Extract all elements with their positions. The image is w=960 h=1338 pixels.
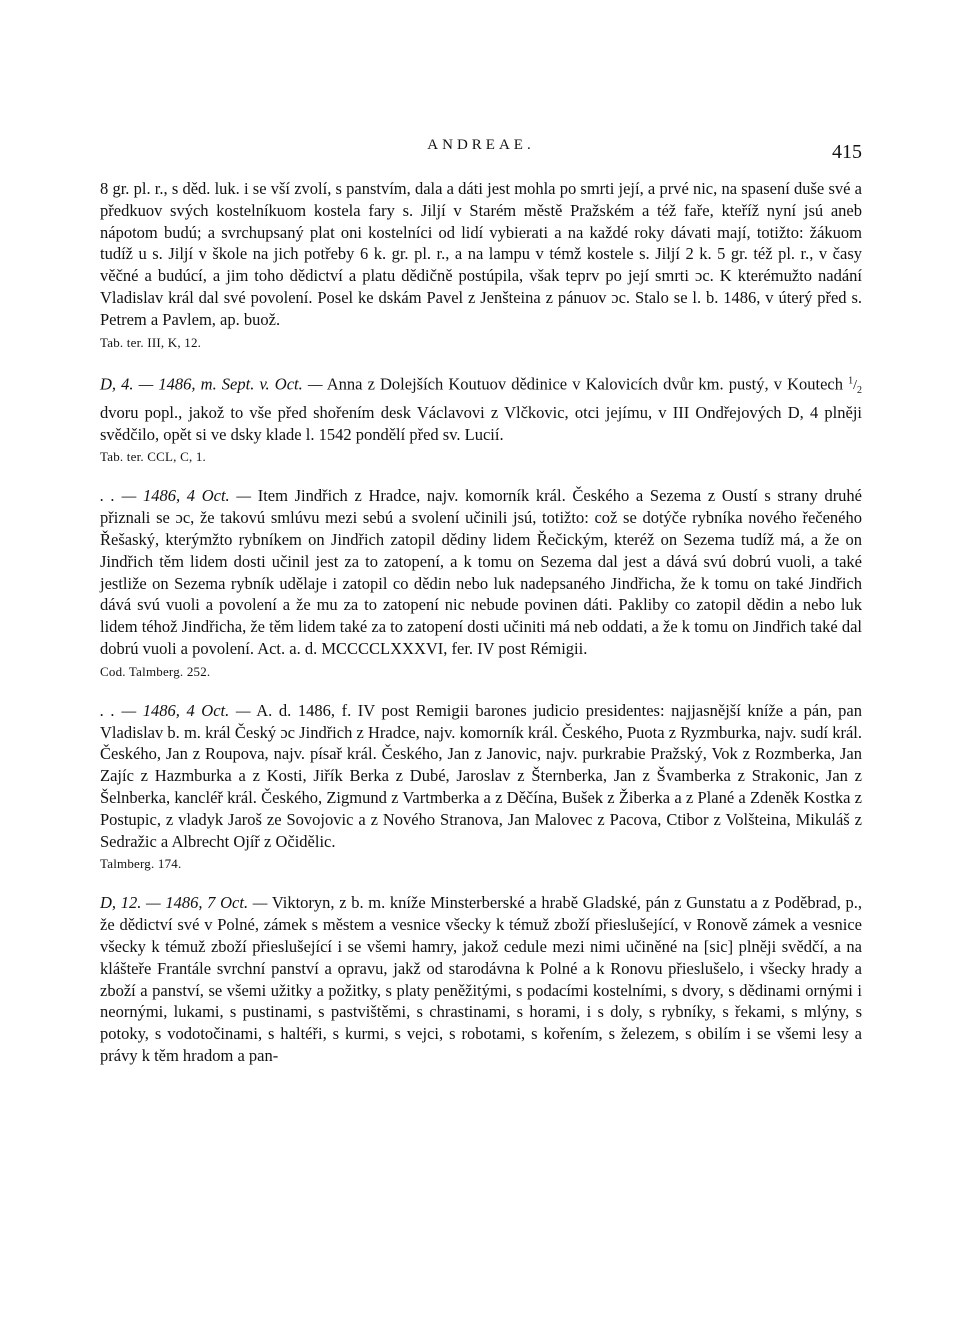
entry-text: A. d. 1486, f. IV post Remigii barones judicio presidentes: najjasnější kníže a pán, pan Vladislav b. m. král Český ɔc Jindřich z Hradce, najv. komorník král. Českého, Puota z Ryzmburka, najv. sudí král. Českého, Jan z Roupova, najv. písař král. Českého, Jan z Janovic, najv. purkrabie Pražský, Vok z Rozmberka, Jan Zajíc z Hazmburka a z Kosti, Jiřík Berka z Dubé, Jaroslav z Šternberka, Jan z Švamberka z Strakonic, Jan z Šelnberka, kancléř král. Českého, Zigmund z Vartmberka a z Děčína, Bušek z Žiberka a z Plané a Zdeněk Kostka z Postupic, z vladyk Jaroš ze Sovojovic a z Nového Stranova, Jan Malovec z Pacova, Ctibor z Volšteina, Mikuláš z Sedražic a Albrecht Ojíř z Očidělic. xyxy=(100,700,863,851)
entry-citation: Talmberg. 174. xyxy=(100,856,182,872)
entry-citation: Tab. ter. CCL, C, 1. xyxy=(100,449,207,465)
entry-paragraph xyxy=(100,485,862,659)
fraction-numerator: 1 xyxy=(848,375,854,387)
running-title: ANDREAE. xyxy=(427,137,535,153)
entry-paragraph xyxy=(100,700,862,853)
spacer xyxy=(100,682,862,700)
entry-citation: Cod. Talmberg. 252. xyxy=(100,663,211,679)
entry-heading: . . — 1486, 4 Oct. — xyxy=(100,700,251,720)
entry-text: 8 gr. pl. r., s děd. luk. i se vší zvolí, s panstvím, dala a dáti jest mohla po smrti její, a prvé nic, na spasení duše své a předkuov svých kostelníkuom kostela fary s. Jiljí v Starém městě Pražském a též faře, kteříž nyní jsú aneb nápotom budú; a svrchupsaný plat oni kostelníci od lidí vybierati a na každé roky dávati mají, totižto: žákuom tudíž u s. Jiljí v škole na jich potřeby 6 k. gr. pl. r., a na lampu v témž kostele s. Jiljí 2 k. 5 gr. též pl. r., v časy věčné a budúcí, a jim toho dědictví a platu dědičně postúpila, však teprv po její smrti ɔc. K kterémužto nadání Vladislav král dal své povolení. Posel ke dskám Pavel z Jenšteina z pánuov ɔc. Stalo se l. b. 1486, v úterý před s. Petrem a Pavlem, ap. buož. xyxy=(100,179,862,329)
entry-paragraph xyxy=(100,892,862,1066)
entry-heading: D, 12. — 1486, 7 Oct. — xyxy=(100,893,268,913)
entry-citation: Tab. ter. III, K, 12. xyxy=(100,334,202,350)
spacer xyxy=(100,467,862,485)
fraction: $^1/_2$ xyxy=(848,375,863,397)
spacer xyxy=(100,353,862,371)
body-text xyxy=(100,178,862,1067)
entry-heading: . . — 1486, 4 Oct. — xyxy=(100,486,252,506)
page-number: 415 xyxy=(832,141,862,163)
running-head xyxy=(100,137,862,167)
entry-text: dvoru popl., jakož to vše před shořením desk Václavovi z Vlčkovic, otci jejímu, v III Ondřejových D, 4 plněji svědčilo, opět si ve dsky klade l. 1542 pondělí před sv. Lucií. xyxy=(100,402,862,444)
entry-paragraph xyxy=(100,371,862,446)
fraction-denominator: 2 xyxy=(857,385,863,397)
entry-paragraph xyxy=(100,178,862,331)
entry-heading: D, 4. — 1486, m. Sept. v. Oct. — xyxy=(100,374,323,394)
entry-text: Item Jindřich z Hradce, najv. komorník král. Českého a Sezema z Oustí s strany druhé přiznali se ɔc, že takovú smlúvu mezi sebú a svolení učinili jsú, totižto: což se dotýče rybníka nového řečeného Řešaský, kterýmžto rybníkem on Jindřich zatopil dědiny lidem Řečickým, kteréž on Sezema tudíž má, a že on Jindřich těm lidem dosti učinil jest za to zatopení, a k tomu on Sezema dal jest a dává svú dobrú vuoli, a také jestliže on Sezema rybník udělaje i zatopil co dědin nebo luk nadepsaného Jindřicha, že k tomu on také Jindřich dává svú vuoli a povolení a že mu za to zatopení nic nebude povinen dáti. Pakliby co zatopil dědin a nebo luk lidem téhož Jindřicha, že těm lidem také za to zatopení dosti učiniti má neb oddati, a že k tomu on Jindřich také dal dobrú vuoli a povolení. Act. a. d. MCCCCLXXXVI, fer. IV post Rémigii. xyxy=(100,486,863,658)
entry-text: Anna z Dolejších Koutuov dědinice v Kalovicích dvůr km. pustý, v Koutech xyxy=(326,374,843,394)
spacer xyxy=(100,874,862,892)
entry-text: Viktoryn, z b. m. kníže Minsterberské a hrabě Gladské, pán z Gunstatu a z Poděbrad, p., že dědictví své v Polné, zámek s městem a vesnice všecky k témuž zboží přieslušející, v Ronově zámek a vesnice všecky k témuž zboží přieslušející i se všemi hamry, jakož cedule mezi nimi učiněné na [sic] plněji svědčí, a na klášteře Frantále svrchní panství a opravu, jakž od starodávna k Polné a k Ronovu přieslušelo, i všecky hrady a zboží a panství, se všemi užitky a požitky, s platy peněžitými, s podacími kostelními, s dvory, s dědinami ornými i neornými, lukami, s pustinami, s pastvištěmi, s chrastinami, s horami, i s doly, s rybníky, s řekami, s mlýny, s potoky, s vodotočinami, s haltéři, s kurmi, s vejci, s robotami, s kořením, s železem, s obilím i se všemi lesy a právy k těm hradom a pan- xyxy=(100,893,862,1065)
